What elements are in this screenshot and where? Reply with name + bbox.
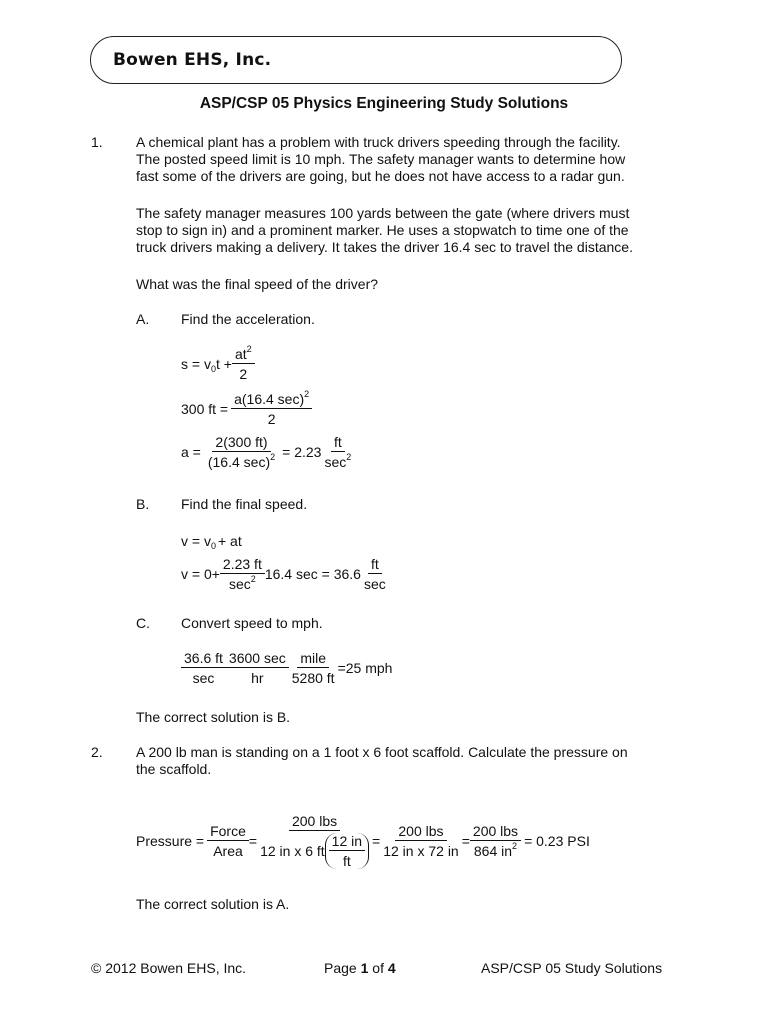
eq-a2-num: a(16.4 sec) bbox=[234, 391, 305, 407]
question-number-2: 2. bbox=[91, 744, 103, 760]
eq-c-f2d: hr bbox=[251, 670, 264, 686]
eq-a3-uden: sec bbox=[324, 454, 347, 470]
eq-p-eq2: = bbox=[372, 833, 381, 849]
footer-page-label: Page bbox=[324, 960, 357, 976]
eq-a3-unum: ft bbox=[331, 434, 345, 452]
q1-p1-line: fast some of the drivers are going, but he does not have access to a radar gun. bbox=[136, 168, 625, 184]
eq-c-f2 bbox=[226, 650, 289, 686]
footer-page-number: 1 bbox=[360, 960, 369, 976]
eq-p-f4 bbox=[470, 823, 521, 859]
eq-a3-unit bbox=[321, 434, 354, 470]
eq-b2-uden: sec bbox=[363, 576, 386, 592]
q1-p1-line: A chemical plant has a problem with truck drivers speeding through the facility. bbox=[136, 134, 621, 150]
eq-b1-rest: + at bbox=[217, 533, 242, 549]
eq-a3-fraction bbox=[205, 434, 278, 470]
eq-p-result: = 0.23 PSI bbox=[524, 833, 590, 849]
equation-pressure bbox=[136, 813, 590, 869]
eq-c-f3d: 5280 ft bbox=[291, 670, 335, 686]
eq-p-f4d: 864 in bbox=[473, 843, 513, 859]
footer-of: of bbox=[372, 960, 384, 976]
question-number-1: 1. bbox=[91, 134, 103, 150]
step-a-text: Find the acceleration. bbox=[181, 311, 315, 327]
eq-b2-mid: 16.4 sec = 36.6 bbox=[264, 566, 361, 582]
equation-b1 bbox=[181, 533, 242, 549]
eq-c-result: =25 mph bbox=[337, 660, 393, 676]
eq-a3-num: 2(300 ft) bbox=[212, 434, 270, 452]
eq-c-f3 bbox=[289, 650, 338, 686]
q1-solution: The correct solution is B. bbox=[136, 709, 291, 725]
eq-p-lhs: Pressure = bbox=[136, 833, 205, 849]
eq-a3-mid: = 2.23 bbox=[282, 444, 322, 460]
eq-b2-num: 2.23 ft bbox=[220, 556, 265, 574]
eq-a3-densup: 2 bbox=[270, 452, 276, 462]
eq-b2-densup: 2 bbox=[250, 574, 256, 584]
eq-p-f1 bbox=[207, 823, 249, 859]
q2-text bbox=[136, 744, 696, 778]
eq-p-f4n: 200 lbs bbox=[470, 823, 521, 841]
q1-p2-line: The safety manager measures 100 yards between the gate (where drivers must bbox=[136, 205, 630, 221]
eq-c-f1n: 36.6 ft bbox=[181, 650, 226, 668]
q1-p2-line: stop to sign in) and a prominent marker. He uses a stopwatch to time one of the bbox=[136, 222, 629, 238]
eq-b2-den: sec bbox=[228, 576, 251, 592]
eq-b1-text: v = v bbox=[181, 533, 211, 549]
footer-doc-title: ASP/CSP 05 Study Solutions bbox=[481, 960, 663, 976]
eq-a1-num: at bbox=[234, 346, 247, 362]
eq-a1-lhs: s = v bbox=[181, 356, 211, 372]
eq-a2-fraction bbox=[231, 391, 312, 427]
step-a-letter: A. bbox=[136, 311, 150, 327]
step-c-letter: C. bbox=[136, 615, 150, 631]
eq-p-f2 bbox=[257, 813, 372, 869]
eq-p-f2d: 12 in x 6 ft bbox=[260, 843, 325, 859]
eq-b2-unum: ft bbox=[368, 556, 382, 574]
eq-a2-lhs: 300 ft = bbox=[181, 401, 229, 417]
q2-solution: The correct solution is A. bbox=[136, 896, 290, 912]
eq-p-f4dsup: 2 bbox=[512, 841, 518, 851]
eq-a1-sub: 0 bbox=[210, 364, 216, 374]
q1-question: What was the final speed of the driver? bbox=[136, 276, 379, 292]
eq-a2-numsup: 2 bbox=[304, 389, 310, 399]
step-b-letter: B. bbox=[136, 496, 150, 512]
eq-c-f2n: 3600 sec bbox=[226, 650, 289, 668]
eq-p-pd: ft bbox=[342, 853, 351, 869]
eq-a3-den: (16.4 sec) bbox=[207, 454, 271, 470]
eq-p-eq1: = bbox=[248, 833, 258, 849]
equation-c bbox=[181, 650, 392, 686]
eq-a1-den: 2 bbox=[239, 366, 248, 382]
eq-b2-fraction bbox=[220, 556, 265, 592]
q1-paragraph-2 bbox=[136, 205, 696, 256]
equation-a3 bbox=[181, 434, 354, 470]
equation-a2 bbox=[181, 391, 312, 427]
eq-p-f2n: 200 lbs bbox=[289, 813, 340, 831]
eq-b2-lhs: v = 0+ bbox=[181, 566, 220, 582]
footer-copyright: © 2012 Bowen EHS, Inc. bbox=[91, 960, 247, 976]
eq-p-inner bbox=[329, 833, 365, 869]
brand-name: Bowen EHS, Inc. bbox=[113, 50, 272, 70]
q1-p2-line: truck drivers making a delivery. It takes the driver 16.4 sec to travel the distance. bbox=[136, 239, 633, 255]
eq-p-f3d: 12 in x 72 in bbox=[383, 843, 459, 859]
page-title: ASP/CSP 05 Physics Engineering Study Solutions bbox=[199, 95, 569, 112]
eq-p-paren bbox=[325, 833, 369, 869]
eq-a1-t: t + bbox=[215, 356, 232, 372]
equation-a1 bbox=[181, 346, 255, 382]
eq-p-f1n: Force bbox=[207, 823, 249, 841]
eq-p-f3n: 200 lbs bbox=[395, 823, 446, 841]
eq-a3-lhs: a = bbox=[181, 444, 201, 460]
eq-a3-udensup: 2 bbox=[346, 452, 352, 462]
q2-line: A 200 lb man is standing on a 1 foot x 6 foot scaffold. Calculate the pressure on bbox=[136, 744, 628, 760]
footer-page-total: 4 bbox=[387, 960, 396, 976]
q2-line: the scaffold. bbox=[136, 761, 212, 777]
step-c-text: Convert speed to mph. bbox=[181, 615, 323, 631]
eq-c-f3n: mile bbox=[297, 650, 329, 668]
eq-c-f1d: sec bbox=[192, 670, 215, 686]
q1-p1-line: The posted speed limit is 10 mph. The safety manager wants to determine how bbox=[136, 151, 626, 167]
footer-page bbox=[324, 960, 396, 976]
eq-a2-den: 2 bbox=[267, 411, 276, 427]
eq-p-f3 bbox=[380, 823, 462, 859]
brand-box bbox=[90, 36, 622, 84]
eq-b1-sub: 0 bbox=[210, 541, 216, 551]
eq-p-pn: 12 in bbox=[329, 833, 365, 851]
eq-p-eq3: = bbox=[461, 833, 470, 849]
equation-b2 bbox=[181, 556, 389, 592]
eq-a1-fraction bbox=[232, 346, 255, 382]
eq-a1-numsup: 2 bbox=[246, 344, 252, 354]
step-b-text: Find the final speed. bbox=[181, 496, 308, 512]
eq-c-f1 bbox=[181, 650, 226, 686]
q1-paragraph-1 bbox=[136, 134, 696, 185]
eq-p-f1d: Area bbox=[213, 843, 243, 859]
eq-b2-unit bbox=[361, 556, 389, 592]
